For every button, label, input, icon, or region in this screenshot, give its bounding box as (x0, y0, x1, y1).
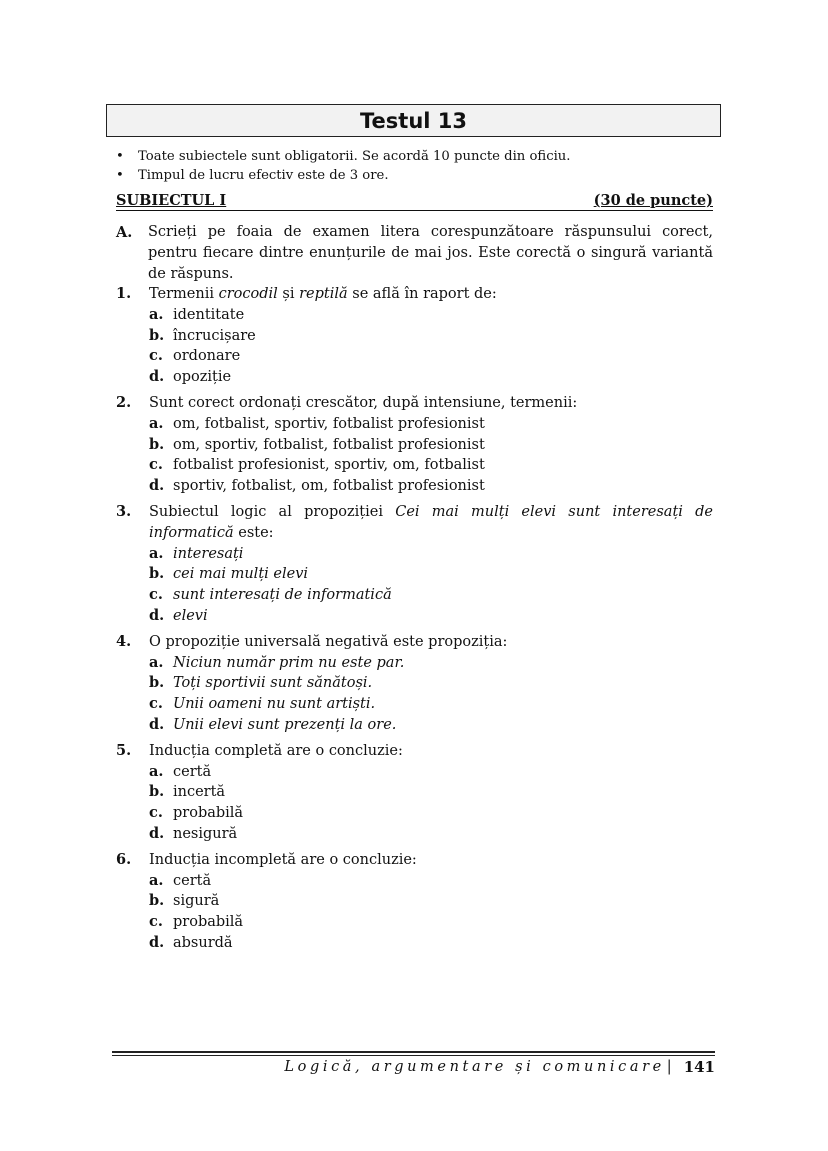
rule-item (116, 147, 716, 166)
option-letter: d. (149, 606, 165, 624)
option-letter: a. (149, 305, 164, 323)
option-letter: a. (149, 871, 164, 889)
answer-option (149, 871, 713, 892)
answer-option (149, 824, 713, 845)
question-text-part: și (277, 286, 300, 302)
question-term: reptilă (299, 286, 348, 302)
footer-separator: | (666, 1059, 672, 1075)
option-letter: a. (149, 653, 164, 671)
rule-item (116, 166, 716, 185)
questions-list (116, 284, 713, 959)
answer-option (149, 653, 713, 674)
question-number: 6. (116, 850, 132, 868)
question-text-part: Sunt corect ordonați crescător, după intensiune, termenii: (149, 394, 578, 411)
option-text: fotbalist profesionist, sportiv, om, fotbalist (173, 457, 485, 474)
option-letter: b. (149, 674, 165, 692)
option-letter: a. (149, 414, 164, 432)
question-term: crocodil (218, 286, 278, 302)
answer-option (149, 346, 713, 367)
question-number: 4. (116, 632, 132, 650)
page-number: 141 (683, 1058, 715, 1076)
question-item (116, 502, 713, 627)
option-text: identitate (173, 306, 245, 323)
option-text: ordonare (173, 348, 241, 365)
answer-option (149, 564, 713, 585)
question-term: Cei mai mulți elevi sunt interesați de informatică (149, 503, 713, 541)
question-item (116, 632, 713, 736)
answer-option (149, 476, 713, 497)
option-letter: d. (149, 824, 165, 842)
option-text: opoziție (173, 369, 232, 386)
option-text: sigură (173, 893, 220, 910)
rule-text: Toate subiectele sunt obligatorii. Se acordă 10 puncte din oficiu. (138, 149, 571, 164)
answer-option (149, 762, 713, 783)
option-text: om, sportiv, fotbalist, fotbalist profesionist (173, 436, 485, 453)
option-letter: c. (149, 695, 163, 713)
option-text: Unii elevi sunt prezenți la ore. (173, 716, 397, 733)
option-text: interesați (173, 545, 244, 562)
question-text (149, 393, 713, 414)
option-letter: d. (149, 715, 165, 733)
option-letter: a. (149, 762, 164, 780)
option-text: sunt interesați de informatică (173, 587, 392, 604)
option-letter: b. (149, 326, 165, 344)
option-letter: c. (149, 347, 163, 365)
question-number: 1. (116, 285, 132, 302)
option-letter: c. (149, 913, 163, 931)
question-text-part: O propoziție universală negativă este propoziția: (149, 633, 508, 650)
answer-option (149, 803, 713, 824)
answer-option (149, 912, 713, 933)
answer-option (149, 891, 713, 912)
option-text: Unii oameni nu sunt artiști. (173, 696, 376, 713)
question-text (149, 502, 713, 544)
option-letter: b. (149, 565, 165, 583)
rule-text: Timpul de lucru efectiv este de 3 ore. (138, 168, 389, 183)
question-item (116, 284, 713, 388)
option-text: absurdă (173, 934, 233, 951)
option-text: certă (173, 872, 212, 889)
option-letter: c. (149, 586, 163, 604)
question-text (149, 741, 713, 762)
footer-rule (112, 1051, 715, 1056)
option-text: sportiv, fotbalist, om, fotbalist profesionist (173, 478, 485, 495)
answer-option (149, 782, 713, 803)
footer-book-title: Logică, argumentare și comunicare (284, 1059, 665, 1075)
section-marker: A. (116, 224, 133, 241)
answer-options (149, 762, 713, 845)
option-text: probabilă (173, 914, 244, 931)
option-text: încrucișare (173, 327, 256, 344)
option-letter: a. (149, 544, 164, 562)
option-letter: b. (149, 892, 165, 910)
question-item (116, 741, 713, 845)
option-letter: c. (149, 804, 163, 822)
rules-list (116, 147, 716, 185)
answer-option (149, 305, 713, 326)
test-title: Testul 13 (360, 108, 467, 133)
subject-points: (30 de puncte) (593, 192, 713, 209)
question-item (116, 850, 713, 954)
question-number: 3. (116, 502, 132, 520)
answer-option (149, 694, 713, 715)
answer-options (149, 653, 713, 736)
answer-options (149, 414, 713, 497)
question-text (149, 284, 713, 305)
section-text: Scrieți pe foaia de examen litera corespunzătoare răspunsului corect, pentru fiecare dintre enunțurile de mai jos. Este corectă o singură variantă de răspuns. (148, 224, 713, 282)
answer-options (149, 305, 713, 388)
option-letter: b. (149, 783, 165, 801)
question-number: 5. (116, 741, 132, 759)
question-text (149, 632, 713, 653)
question-text-part: Inducția incompletă are o concluzie: (149, 851, 417, 868)
option-text: nesigură (173, 825, 238, 842)
option-letter: c. (149, 456, 163, 474)
question-text-part: se află în raport de: (347, 286, 497, 302)
answer-options (149, 871, 713, 954)
test-title-box (106, 104, 721, 137)
answer-option (149, 544, 713, 565)
page-footer (112, 1058, 715, 1076)
option-text: incertă (173, 784, 226, 801)
answer-option (149, 326, 713, 347)
subject-heading (116, 191, 713, 211)
answer-option (149, 606, 713, 627)
answer-option (149, 585, 713, 606)
answer-options (149, 544, 713, 627)
option-letter: d. (149, 368, 165, 386)
option-text: cei mai mulți elevi (173, 566, 309, 583)
answer-option (149, 673, 713, 694)
answer-option (149, 455, 713, 476)
option-text: om, fotbalist, sportiv, fotbalist profesionist (173, 415, 485, 432)
option-text: certă (173, 763, 212, 780)
answer-option (149, 367, 713, 388)
option-letter: d. (149, 933, 165, 951)
option-text: Toți sportivii sunt sănătoși. (173, 675, 373, 692)
option-letter: b. (149, 435, 165, 453)
bullet-icon: • (116, 168, 124, 183)
option-letter: d. (149, 477, 165, 495)
section-a-instructions (116, 222, 713, 285)
bullet-icon: • (116, 149, 124, 164)
question-number: 2. (116, 393, 132, 411)
question-text-part: Subiectul logic al propoziției (149, 503, 396, 520)
answer-option (149, 715, 713, 736)
option-text: elevi (173, 607, 208, 624)
answer-option (149, 933, 713, 954)
question-text-part: Inducția completă are o concluzie: (149, 742, 403, 759)
option-text: probabilă (173, 805, 244, 822)
question-item (116, 393, 713, 497)
question-text-part: Termenii (149, 286, 219, 302)
answer-option (149, 435, 713, 456)
question-text-part: este: (233, 524, 274, 541)
subject-name: SUBIECTUL I (116, 192, 227, 209)
option-text: Niciun număr prim nu este par. (173, 654, 405, 671)
question-text (149, 850, 713, 871)
answer-option (149, 414, 713, 435)
